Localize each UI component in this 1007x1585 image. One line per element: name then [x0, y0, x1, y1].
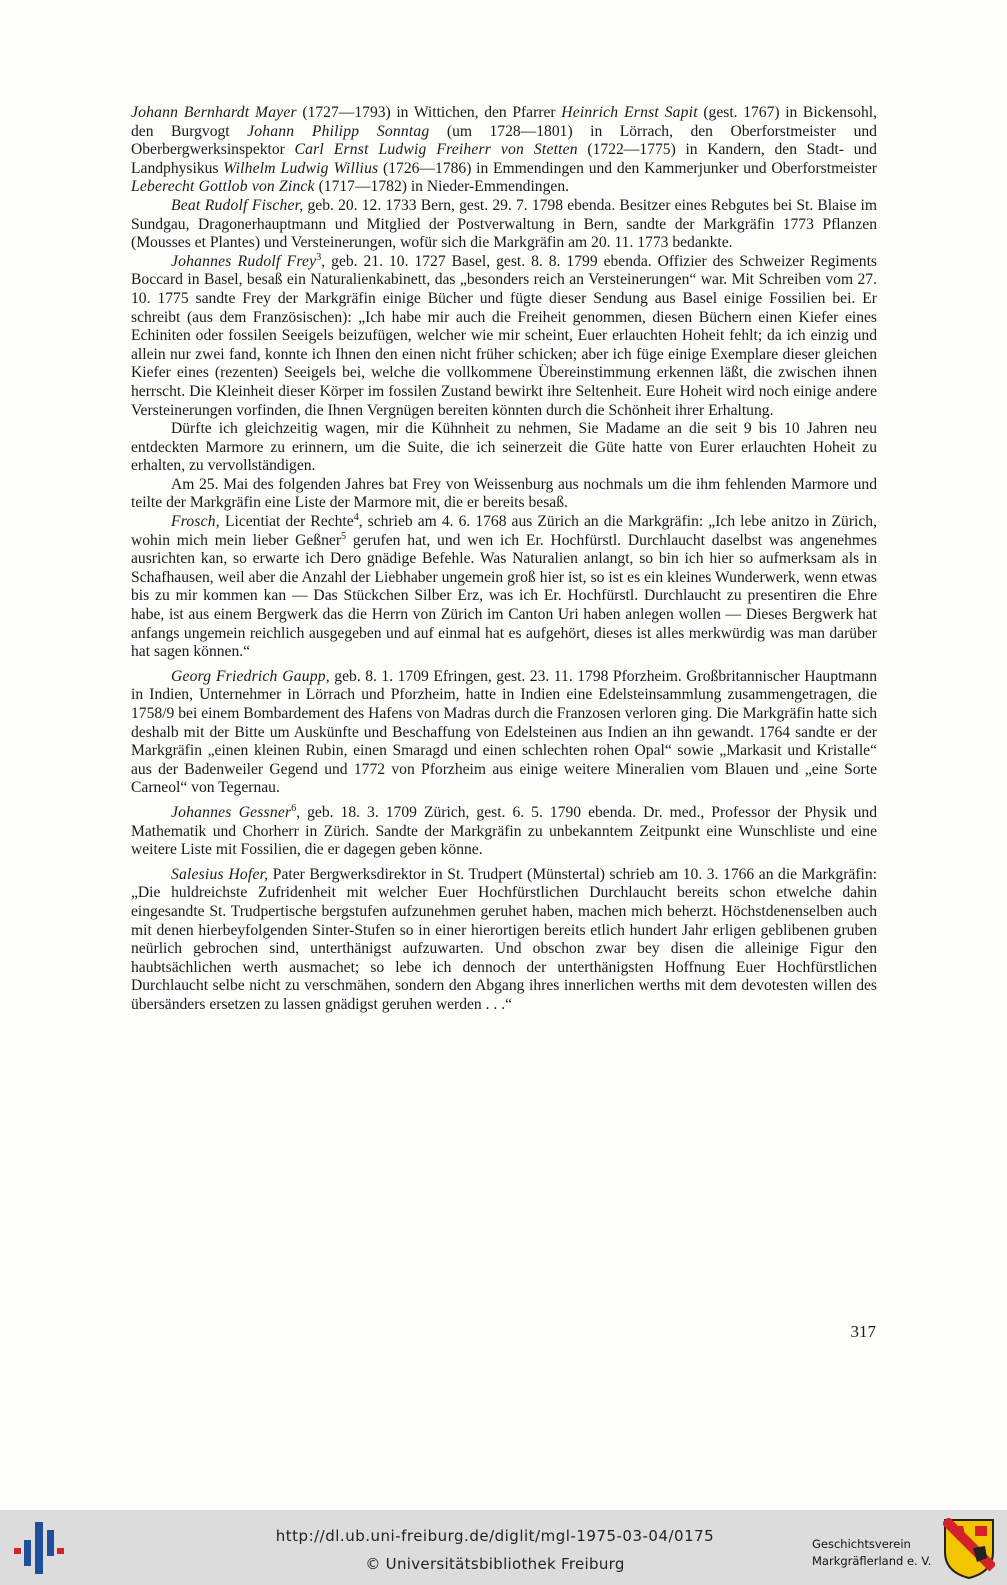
paragraph	[131, 668, 877, 798]
person-name: Frosch,	[171, 513, 220, 531]
text-run: geb. 20. 12. 1733 Bern, gest. 29. 7. 1798 ebenda. Besitzer eines Rebgutes bei St. Blaise im Sundgau, Dragonerhauptmann und Mitglied der Postverwaltung in Bern, sandte der Markgräfin 1773 Pflanzen (Mousses et Plantes) und Versteinerungen, wofür sich die Markgräfin am 20. 11. 1773 bedankte.	[131, 196, 877, 252]
person-name: Carl Ernst Ludwig Freiherr von Stetten	[294, 141, 578, 159]
footnote-ref: 4	[353, 511, 359, 523]
footer-url-link[interactable]: http://dl.ub.uni-freiburg.de/diglit/mgl-1975-03-04/0175	[275, 1527, 715, 1545]
text-run: , schrieb am 4. 6. 1768 aus Zürich an die Markgräfin: „Ich lebe anitzo in Zürich, wohin mich mein lieber Geßner	[131, 513, 877, 549]
text-run: , geb. 18. 3. 1709 Zürich, gest. 6. 5. 1790 ebenda. Dr. med., Professor der Physik und Mathematik und Chorherr in Zürich. Sandte der Markgräfin zu unbekanntem Zeitpunkt eine Wunschliste und eine weitere Liste mit Fossilien, die er dagegen geben könne.	[131, 803, 877, 859]
text-run: (1727—1793) in Wittichen, den Pfarrer	[296, 104, 562, 121]
paragraph	[131, 420, 877, 476]
footnote-ref: 3	[316, 251, 322, 263]
paragraph	[131, 197, 877, 253]
paragraph	[131, 476, 877, 513]
society-name[interactable]	[812, 1536, 932, 1570]
text-run: Dürfte ich gleichzeitig wagen, mir die Kühnheit zu nehmen, Sie Madame an die seit 9 bis 10 Jahren neu entdeckten Marmore zu erinnern, um die Suite, die ich seinerzeit die Güte hatte von Eurer erlauchten Hoheit zu erhalten, zu vervollständigen.	[131, 420, 877, 475]
text-run: , geb. 21. 10. 1727 Basel, gest. 8. 8. 1799 ebenda. Offizier des Schweizer Regiments Boccard in Basel, besaß ein Naturalienkabinett, das „besonders reich an Versteinerungen“ war. Mit Schreiben vom 27. 10. 1775 sandte Frey der Markgräfin einige Bücher und fügte dieser Sendung aus Basel einige Fossilien bei. Er schreibt (aus dem Französischen): „Ich habe mir auch die Freiheit genommen, diesen Büchern einen Kiefer eines Echiniten oder fossilen Seeigels beizufügen, welcher wie mir scheint, Euer erlauchten Hoheit fehlt; da ich einzig und allein nur zwei fand, konnte ich Ihnen den einen nicht früher schicken; aber ich füge einige Exemplare dieser gleichen Kiefer eines (rezenten) Seeigels bei, welche die vollkommene Übereinstimmung erkennen läßt, die zwischen ihnen herrscht. Die Kleinheit dieser Körper im fossilen Zustand bewirkt ihre Seltenheit. Eure Hoheit wird noch einige andere Versteinerungen vorfinden, die Ihnen Vergnügen bereiten könnten durch die Schönheit ihrer Erhaltung.	[131, 252, 877, 419]
text-run: Licentiat der Rechte	[219, 513, 354, 531]
person-name: Johann Philipp Sonntag	[247, 122, 430, 140]
society-name-line2: Markgräflerland e. V.	[812, 1554, 932, 1568]
ub-freiburg-logo-icon[interactable]	[14, 1522, 64, 1574]
coat-of-arms-icon[interactable]	[943, 1518, 995, 1580]
text-run: Pater Bergwerksdirektor in St. Trudpert (Münstertal) schrieb am 10. 3. 1766 an die Markgräfin: „Die huldreichste Zufridenheit mit welcher Euer Hochfürstlichen Durchlaucht bereits schon etwelche dahin eingesandte St. Trudpertische bergstufen aufzunehmen geruhet haben, machen mich beherzt. Höchstdenenselben auch mit denen hierbeyfolgenden Sinter-Stufen so in einer hierortigen bereits etlich hundert Jahr erligen geblibenen gruben neürlich gebrochen sind, unterthänigst aufzuwarten. Und obschon zwar bey disen die alleinige Figur den haubtsächlichen werth ausmachet; so lebe ich dennoch der unterthänigsten Hoffnung Euer Hochfürstlichen Durchlaucht selbe nicht zu verschmähen, sondern den Abgang ihres innerlichen werths mit dem devotesten willen des übersänders ersetzen zu lassen gnädigst geruhen werden . . .“	[131, 865, 878, 1013]
person-name: Johann Bernhardt Mayer	[131, 104, 297, 121]
text-run: (1722—1775) in Kandern, den Stadt- und Landphysikus	[131, 141, 877, 177]
footer-bar	[0, 1510, 1007, 1585]
person-name: Leberecht Gottlob von Zinck	[131, 178, 315, 196]
person-name: Heinrich Ernst Sapit	[561, 104, 698, 121]
person-name: Beat Rudolf Fischer,	[171, 196, 304, 214]
text-run: (um 1728—1801) in Lörrach, den Oberforstmeister und Oberbergwerksinspektor	[131, 122, 877, 159]
society-name-line1: Geschichtsverein	[812, 1537, 911, 1551]
person-name: Johannes Rudolf Frey	[171, 252, 317, 270]
text-run: gerufen hat, und wen ich Er. Hochfürstl. Durchlaucht daselbst was angenehmes ausrichten kan, so erwarte ich Dero gnädige Befehle. Was Naturalien anlangt, so bin ich hier so aufmerksam als in Schafhausen, weil aber die Anzahl der Liebhaber ungemein groß hier ist, so ist es ein kleines Wunderwerk, wenn etwas bis zu mir kommen kan — Das Stückchen Silber Erz, was ich Er. Hochfürstl. Durchlaucht zu presentiren die Ehre habe, ist aus einem Bergwerk das die Herrn von Zürich im Canton Uri haben anlegen wollen — Dieses Bergwerk hat anfangs ungemein reichlich ausgegeben und auf einmal hat es aufgehört, dieses ist alles merkwürdig was man darüber hat sagen können.“	[131, 531, 877, 661]
text-run: Am 25. Mai des folgenden Jahres bat Frey von Weissenburg aus nochmals um die ihm fehlenden Marmore und teilte der Markgräfin eine Liste der Marmore mit, die er bereits besaß.	[131, 475, 877, 512]
footnote-ref: 6	[291, 802, 297, 814]
body-text	[131, 104, 877, 1015]
text-run: (1717—1782) in Nieder-Emmendingen.	[314, 178, 570, 196]
text-run: geb. 8. 1. 1709 Efringen, gest. 23. 11. 1798 Pforzheim. Großbritannischer Hauptmann in Indien, Unternehmer in Lörrach und Pforzheim, hatte in Indien eine Edelsteinsammlung zusammengetragen, die 1758/9 bei einem Bombardement des Hafens von Madras durch die Franzosen verloren ging. Die Markgräfin hatte sich deshalb mit der Bitte um Auskünfte und Beschaffung von Edelsteinen aus Indien an ihn gewandt. 1764 sandte er der Markgräfin „einen kleinen Rubin, einen Smaragd und einen schlechten rohen Opal“ sowie „Markasit und Kristalle“ aus der Badenweiler Gegend und 1772 von Pforzheim aus einige weitere Mineralien vom Blauen und „eine Sorte Carneol“ von Tegernau.	[131, 667, 877, 797]
text-run: (1726—1786) in Emmendingen und den Kammerjunker und Oberforstmeister	[378, 159, 877, 177]
person-name: Wilhelm Ludwig Willius	[223, 159, 379, 177]
paragraph	[131, 513, 877, 662]
footnote-ref: 5	[341, 530, 347, 542]
footer-copyright: © Universitätsbibliothek Freiburg	[365, 1555, 625, 1573]
paragraph	[131, 104, 877, 197]
person-name: Johannes Gessner	[171, 803, 292, 821]
paragraph	[131, 866, 877, 1015]
person-name: Salesius Hofer,	[171, 865, 269, 883]
paragraph	[131, 253, 877, 420]
paragraph	[131, 804, 877, 860]
person-name: Georg Friedrich Gaupp,	[171, 667, 330, 685]
page-number: 317	[850, 1322, 876, 1341]
text-run: (gest. 1767) in Bickensohl, den Burgvogt	[131, 104, 877, 140]
